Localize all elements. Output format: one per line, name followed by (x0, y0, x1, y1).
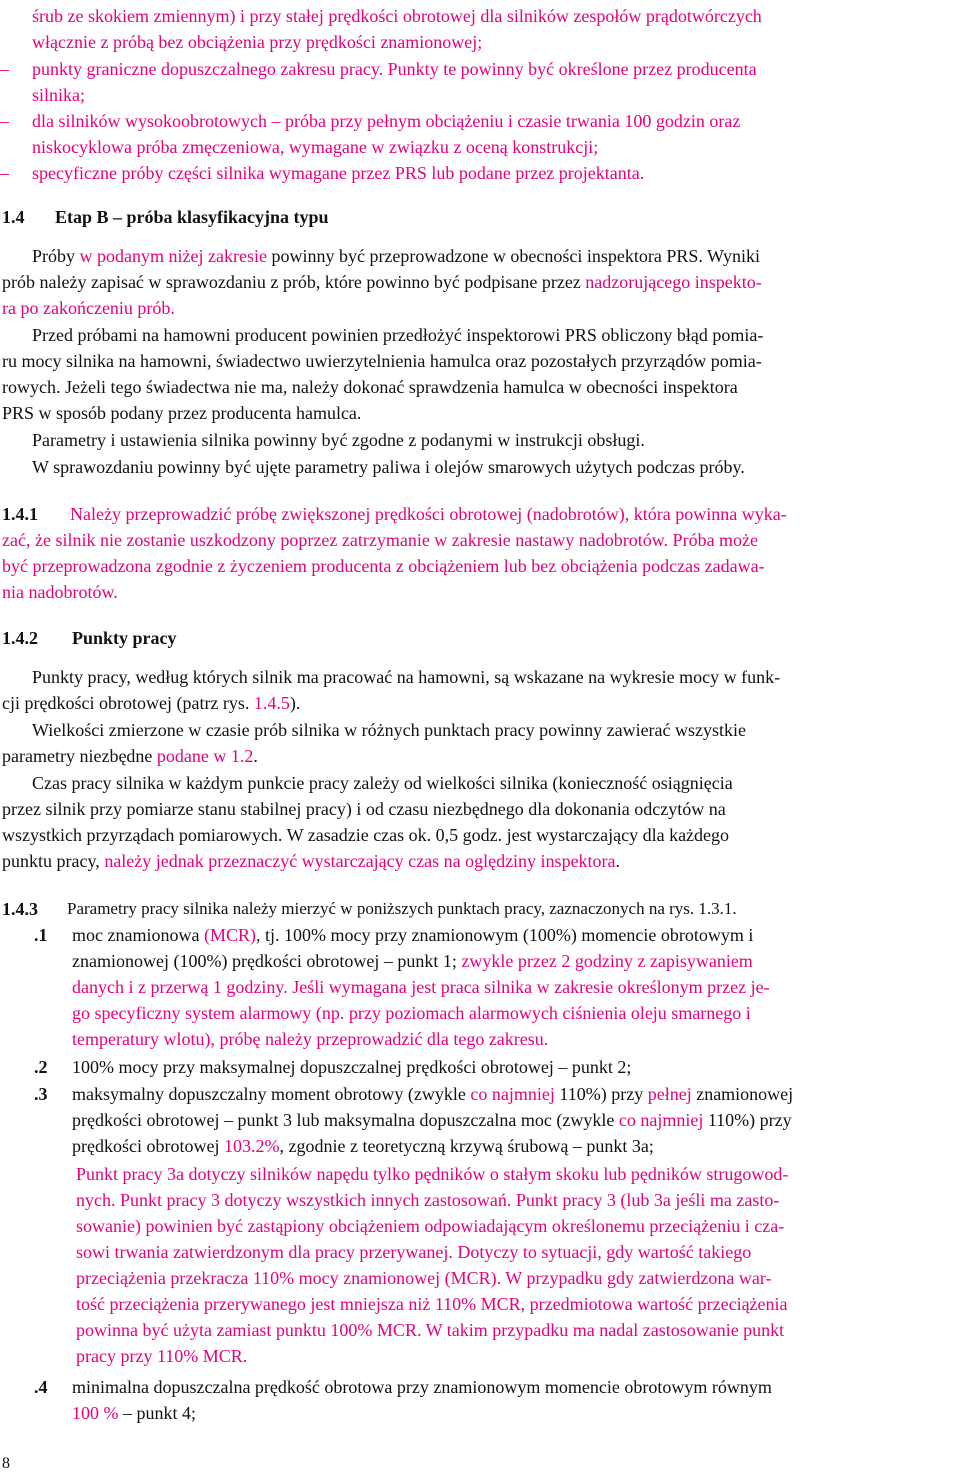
list-item-line: maksymalny dopuszczalny moment obrotowy (zwykle co najmniej 110%) przy pełnej znamionowej (72, 1084, 794, 1104)
bullet-text-line: niskocyklowa próba zmęczeniowa, wymagane w związku z oceną konstrukcji; (32, 137, 599, 157)
section-number: 1.4.3 (2, 899, 38, 919)
bullet-text-line: dla silników wysokoobrotowych – próba przy pełnym obciążeniu i czasie trwania 100 godzin oraz (32, 111, 741, 131)
paragraph-line: Czas pracy silnika w każdym punkcie pracy zależy od wielkości silnika (konieczność osiągnięcia (32, 773, 733, 793)
bullet-dash: – (0, 59, 9, 79)
paragraph-line: być przeprowadzona zgodnie z życzeniem producenta z obciążeniem lub bez obciążenia podczas zadawa- (2, 556, 765, 576)
bullet-text-line: włącznie z próbą bez obciążenia przy prędkości znamionowej; (32, 32, 483, 52)
list-item-line: moc znamionowa (MCR), tj. 100% mocy przy znamionowym (100%) momencie obrotowym i (72, 925, 754, 945)
bullet-text-line: śrub ze skokiem zmiennym) i przy stałej prędkości obrotowej dla silników zespołów prądotwórczych (32, 6, 762, 26)
note-line: tość przeciążenia przerywanego jest mniejsza niż 110% MCR, przedmiotowa wartość przeciążenia (76, 1294, 788, 1314)
paragraph-line: Przed próbami na hamowni producent powinien przedłożyć inspektorowi PRS obliczony błąd pomia- (32, 325, 764, 345)
paragraph-line: Parametry pracy silnika należy mierzyć w poniższych punktach pracy, zaznaczonych na rys. 1.3.1. (67, 899, 737, 918)
note-line: powinna być użyta zamiast punktu 100% MCR. W takim przypadku ma nadal zastosowanie punkt (76, 1320, 785, 1340)
paragraph-line: prób należy zapisać w sprawozdaniu z prób, które powinno być podpisane przez nadzorującego inspekto- (2, 272, 762, 292)
note-line: sowi trwania zatwierdzonym dla pracy przerywanej. Dotyczy to sytuacji, gdy wartość takiego (76, 1242, 752, 1262)
list-item-line: go specyficzny system alarmowy (np. przy poziomach alarmowych ciśnienia oleju smarnego i (72, 1003, 751, 1023)
note-line: Punkt pracy 3a dotyczy silników napędu tylko pędników o stałym skoku lub pędników strugowod- (76, 1164, 789, 1184)
bullet-text-line: silnika; (32, 85, 85, 105)
paragraph-line: W sprawozdaniu powinny być ujęte parametry paliwa i olejów smarowych użytych podczas próby. (32, 457, 745, 477)
paragraph-line: Punkty pracy, według których silnik ma pracować na hamowni, są wskazane na wykresie mocy w funk- (32, 667, 781, 687)
note-line: sowanie) powinien być zastąpiony obciążeniem odpowiadającym określonemu przeciążeniu i cza- (76, 1216, 785, 1236)
page-number: 8 (2, 1455, 10, 1472)
paragraph-line: Wielkości zmierzone w czasie prób silnika w różnych punktach pracy powinny zawierać wszystkie (32, 720, 747, 740)
list-item-line: prędkości obrotowej 103.2%, zgodnie z teoretyczną krzywą śrubową – punkt 3a; (72, 1136, 654, 1156)
list-item-line: danych i z przerwą 1 godziny. Jeśli wymagana jest praca silnika w zakresie określonym przez je- (72, 977, 770, 997)
section-number: 1.4 (2, 207, 25, 227)
list-item-line: minimalna dopuszczalna prędkość obrotowa przy znamionowym momencie obrotowym równym (72, 1377, 772, 1397)
bullet-text-line: punkty graniczne dopuszczalnego zakresu pracy. Punkty te powinny być określone przez producenta (32, 59, 757, 79)
paragraph-line: Należy przeprowadzić próbę zwiększonej prędkości obrotowej (nadobrotów), która powinna wyka- (70, 504, 787, 524)
paragraph-line: ru mocy silnika na hamowni, świadectwo uwierzytelnienia hamulca oraz pozostałych przyrządów pomia- (2, 351, 762, 371)
paragraph-line: Parametry i ustawienia silnika powinny być zgodne z podanymi w instrukcji obsługi. (32, 430, 645, 450)
paragraph-line: parametry niezbędne podane w 1.2. (2, 746, 258, 766)
list-item-line: 100% mocy przy maksymalnej dopuszczalnej prędkości obrotowej – punkt 2; (72, 1057, 632, 1077)
note-line: nych. Punkt pracy 3 dotyczy wszystkich innych zastosowań. Punkt pracy 3 (lub 3a jeśli ma zasto- (76, 1190, 780, 1210)
list-item-line: znamionowej (100%) prędkości obrotowej – punkt 1; zwykle przez 2 godziny z zapisywaniem (72, 951, 753, 971)
section-heading: Etap B – próba klasyfikacyjna typu (55, 207, 329, 227)
paragraph-line: rowych. Jeżeli tego świadectwa nie ma, należy dokonać sprawdzenia hamulca w obecności inspektora (2, 377, 738, 397)
item-number: .4 (34, 1377, 48, 1397)
bullet-text-line: specyficzne próby części silnika wymagane przez PRS lub podane przez projektanta. (32, 163, 645, 183)
paragraph-line: wszystkich przyrządach pomiarowych. W zasadzie czas ok. 0,5 godz. jest wystarczający dla każdego (2, 825, 730, 845)
bullet-dash: – (0, 111, 9, 131)
section-number: 1.4.2 (2, 628, 38, 648)
note-line: pracy przy 110% MCR. (76, 1346, 248, 1366)
list-item-line: prędkości obrotowej – punkt 3 lub maksymalna dopuszczalna moc (zwykle co najmniej 110%) przy (72, 1110, 792, 1130)
section-number: 1.4.1 (2, 504, 38, 524)
paragraph-line: punktu pracy, należy jednak przeznaczyć wystarczający czas na oględziny inspektora. (2, 851, 621, 871)
item-number: .3 (34, 1084, 48, 1104)
list-item-line: temperatury wlotu), próbę należy przeprowadzić dla tego zakresu. (72, 1029, 549, 1049)
paragraph-line: ra po zakończeniu prób. (2, 298, 175, 318)
paragraph-line: zać, że silnik nie zostanie uszkodzony poprzez zatrzymanie w zakresie nastawy nadobrotów. Próba może (2, 530, 759, 550)
paragraph-line: PRS w sposób podany przez producenta hamulca. (2, 403, 362, 423)
list-item-line: 100 % – punkt 4; (72, 1403, 197, 1423)
paragraph-line: Próby w podanym niżej zakresie powinny być przeprowadzone w obecności inspektora PRS. Wyniki (32, 246, 760, 266)
paragraph-line: przez silnik przy pomiarze stanu stabilnej pracy) i od czasu niezbędnego dla dokonania odczytów na (2, 799, 726, 819)
section-heading: Punkty pracy (72, 628, 177, 648)
item-number: .2 (34, 1057, 48, 1077)
paragraph-line: cji prędkości obrotowej (patrz rys. 1.4.5). (2, 693, 301, 713)
item-number: .1 (34, 925, 48, 945)
bullet-dash: – (0, 163, 9, 183)
paragraph-line: nia nadobrotów. (2, 582, 118, 602)
note-line: przeciążenia przekracza 110% mocy znamionowej (MCR). W przypadku gdy zatwierdzona war- (76, 1268, 772, 1288)
